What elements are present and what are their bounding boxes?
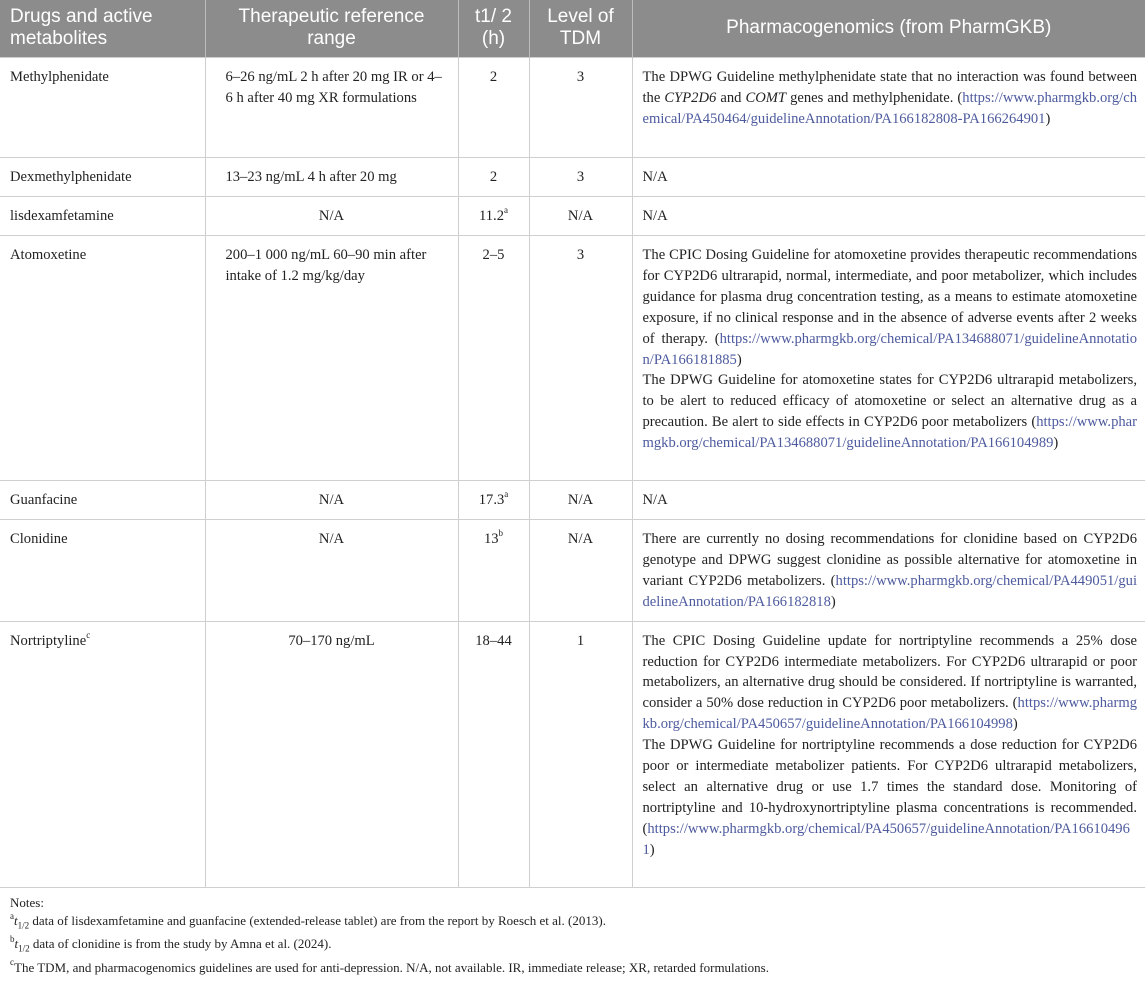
pgx-cell [632,520,1145,622]
pgx-cell: N/A [632,481,1145,520]
table-row [0,481,1145,520]
pgx-paragraph [643,735,1138,860]
note-text: The TDM, and pharmacogenomics guidelines are used for anti-depression. N/A, not available. IR, immediate release; XR, retarded formulations. [14,959,769,975]
footnote-mark: a [10,910,14,921]
range-cell: 6–26 ng/mL 2 h after 20 mg IR or 4–6 h after 40 mg XR formulations [205,58,458,158]
pgx-text: The CPIC Dosing Guideline for atomoxetine provides therapeutic recommendations for CYP2D6 ultrarapid, normal, intermediate, and poor metabolizer, which includes guidance for plasma drug concentration testing, as a means to estimate atomoxetine exposure, if no clinical response and in the absence of adverse events after 2 weeks of therapy. ( [642,247,1137,347]
drug-cell: lisdexamfetamine [0,197,205,236]
pharmgkb-link[interactable]: https://www.pharmgkb.org/chemical/PA449051/guidelineAnnotation/PA166182818 [642,572,1137,610]
note-text: data of clonidine is from the study by Amna et al. (2024). [29,936,332,952]
half-life-cell [458,197,529,236]
pgx-text: The CPIC Dosing Guideline update for nortriptyline recommends a 25% dose reduction for CYP2D6 intermediate metabolizers. For CYP2D6 ultrarapid or poor metabolizers, an alternative drug should be considered. If nortriptyline is warranted, consider a 50% dose reduction in CYP2D6 poor metabolizers. ( [642,632,1137,712]
pgx-paragraph [643,245,1138,370]
header-tdm: Level of TDM [529,0,632,58]
pharmgkb-link[interactable]: https://www.pharmgkb.org/chemical/PA134688071/guidelineAnnotation/PA166181885 [642,330,1137,368]
pgx-cell: N/A [632,158,1145,197]
range-cell: N/A [205,197,458,236]
footnote-mark: a [504,489,509,500]
range-cell: N/A [205,481,458,520]
pharmgkb-link[interactable]: https://www.pharmgkb.org/chemical/PA134688071/guidelineAnnotation/PA166104989 [642,414,1137,452]
tdm-cell: N/A [529,520,632,622]
pgx-paragraph [643,631,1138,736]
header-half-life: t1/ 2 (h) [458,0,529,58]
pgx-text: ) [736,351,742,368]
drug-cell: Guanfacine [0,481,205,520]
notes-heading: Notes: [10,894,44,910]
table-row [0,520,1145,622]
header-drug: Drugs and active metabolites [0,0,205,58]
pharmgkb-link[interactable]: https://www.pharmgkb.org/chemical/PA450657/guidelineAnnotation/PA166104998 [642,695,1137,733]
pgx-cell: N/A [632,197,1145,236]
range-cell: N/A [205,520,458,622]
pgx-text: ) [649,841,655,858]
header-pgx: Pharmacogenomics (from PharmGKB) [632,0,1145,58]
note-text: data of lisdexamfetamine and guanfacine (extended-release tablet) are from the report by Roesch et al. (2013). [29,913,606,929]
table-row [0,197,1145,236]
pgx-text: and [716,89,746,106]
footnote-mark: b [498,528,504,539]
half-life-cell: 2 [458,158,529,197]
footnote-mark: c [86,629,91,640]
pgx-text: There are currently no dosing recommendations for clonidine based on CYP2D6 genotype and DPWG suggest clonidine as possible alternative for atomoxetine in variant CYP2D6 metabolizers. ( [642,531,1137,589]
pgx-text: ) [830,593,836,610]
tdm-cell: N/A [529,197,632,236]
header-range: Therapeutic reference range [205,0,458,58]
tdm-cell: 3 [529,58,632,158]
tdm-cell: 3 [529,158,632,197]
gene-cyp2d6: CYP2D6 [664,89,717,106]
half-life-cell: 2 [458,58,529,158]
t-symbol: t [14,936,19,952]
note-c [10,959,1135,978]
drug-cell: Clonidine [0,520,205,622]
note-a [10,912,1135,935]
half-life-value: 13 [483,531,499,547]
pgx-text: ) [1053,435,1059,452]
header-row [0,0,1145,58]
footnote-mark: c [10,957,14,968]
table-row [0,236,1145,481]
table-row [0,58,1145,158]
pgx-text: The DPWG Guideline for nortriptyline recommends a dose reduction for CYP2D6 poor or intermediate metabolizer patients. For CYP2D6 ultrarapid metabolizers, select an alternative drug or use 1.7 times the standard dose. Monitoring of nortriptyline and 10-hydroxynortriptyline plasma concentrations is recommended. ( [642,737,1137,837]
half-life-cell [458,481,529,520]
range-cell: 13–23 ng/mL 4 h after 20 mg [205,158,458,197]
pgx-paragraph [643,370,1138,454]
note-b [10,935,1135,958]
drug-cell: Dexmethylphenidate [0,158,205,197]
pgx-text: genes and methylphenidate. ( [786,89,963,106]
half-life-cell: 18–44 [458,621,529,887]
subscript: 1/2 [17,920,30,931]
drug-name: Nortriptyline [10,632,87,649]
drug-cell: Methylphenidate [0,58,205,158]
pgx-text: The DPWG Guideline for atomoxetine states for CYP2D6 ultrarapid metabolizers, to be alert to reduced efficacy of atomoxetine or select an alternative drug as a precaution. Be alert to side effects in CYP2D6 poor metabolizers ( [642,372,1137,431]
tdm-cell: 3 [529,236,632,481]
pgx-text: ) [1045,110,1051,127]
table-row [0,158,1145,197]
half-life-value: 11.2 [479,208,504,224]
half-life-cell: 2–5 [458,236,529,481]
pgx-cell [632,58,1145,158]
pharmgkb-link[interactable]: https://www.pharmgkb.org/chemical/PA450464/guidelineAnnotation/PA166182808-PA166264901 [642,89,1137,127]
pgx-text: The DPWG Guideline methylphenidate state that no interaction was found between the [642,69,1137,106]
pharmgkb-link[interactable]: https://www.pharmgkb.org/chemical/PA450657/guidelineAnnotation/PA166104961 [642,820,1130,858]
pgx-cell [632,621,1145,887]
tdm-cell: N/A [529,481,632,520]
drug-cell [0,621,205,887]
table-row [0,621,1145,887]
drug-cell: Atomoxetine [0,236,205,481]
pgx-cell [632,236,1145,481]
tdm-cell: 1 [529,621,632,887]
half-life-cell [458,520,529,622]
range-cell: 70–170 ng/mL [205,621,458,887]
footnote-mark: b [10,934,15,945]
table-notes [0,888,1145,978]
half-life-value: 17.3 [478,492,505,508]
footnote-mark: a [504,205,508,216]
subscript: 1/2 [18,944,30,954]
pgx-text: ) [1012,716,1018,733]
t-symbol: t [14,913,18,929]
range-cell: 200–1 000 ng/mL 60–90 min after intake of 1.2 mg/kg/day [205,236,458,481]
gene-comt: COMT [745,89,787,106]
